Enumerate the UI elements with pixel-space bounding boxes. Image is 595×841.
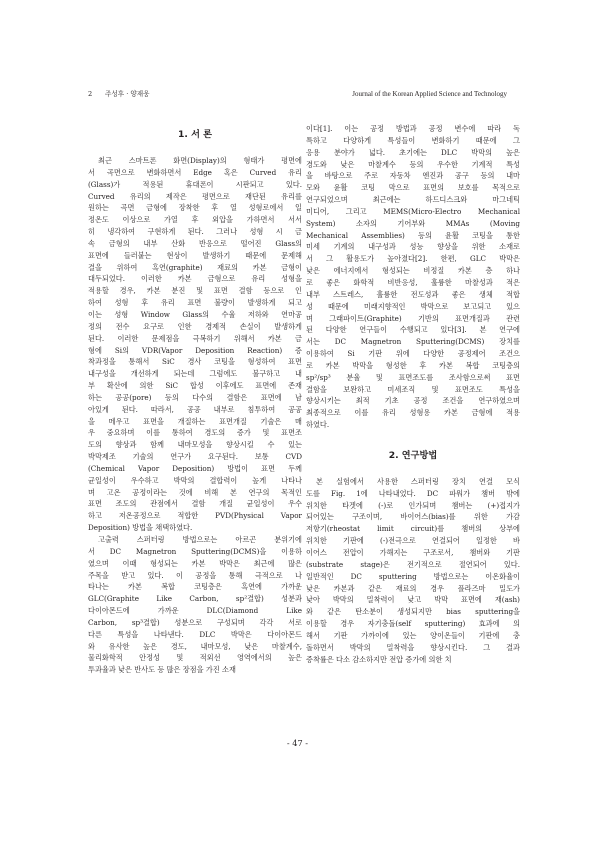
text-line: 되어있는 구조이며, 바이어스(bias)를 위한 가감 [306,512,520,522]
text-line: 해서 기판 가까이에 있는 양이온들이 기판에 충 [306,630,520,640]
text-line: Carbon, sp³결합) 성분으로 구성되며 각각 서로 [88,617,302,627]
text-line: 형에 Si의 VDR(Vapor Deposition Reaction) 증 [88,345,302,355]
text-line: Deposition) 방법을 채택하였다. [88,523,193,533]
text-line: 아있게 된다. 따라서, 공공 내부로 침투하여 공공 [88,404,302,414]
text-line: 을 메우고 표면을 개질하는 표면개질 기술은 매 [88,416,302,426]
text-line: 균일성이 우수하고 박막의 결합력이 높게 나타나 [88,475,302,485]
text-line: 며 고온 공정이라는 것에 비해 본 연구의 목적인 [88,487,302,497]
text-line: 특하고 다양하게 특성들이 변화하기 때문에 그 [306,135,520,145]
text-line: 였으며 이때 형성되는 카본 박막은 최근에 많은 [88,558,302,568]
text-line: 우 중요하며 이를 통하여 경도의 증가 및 표면조 [88,428,302,438]
text-line: 와 같은 탄소분이 생성되지만 bias sputtering을 [306,607,520,617]
text-line: 정온도 이상으로 가열 후 외압을 가하면서 서서 [88,215,302,225]
text-line: 하는 공공(pore) 등의 다수의 결함은 표면에 남 [88,392,302,402]
text-line: 이다[1]. 이는 공정 방법과 공정 변수에 따라 독 [306,124,520,133]
text-line: sp²/sp³ 분율 및 표면조도를 조사함으로써 표면 [306,372,520,382]
text-line: 저항기(rheostat limit circuit)를 챔버의 상부에 [306,524,520,534]
text-line: 며 그래파이트(Graphite) 기반의 표면개질과 관련 [306,313,520,323]
header-journal-title: Journal of the Korean Applied Science and Technology [352,90,507,98]
header-authors: 주성후 · 양재웅 [105,90,150,98]
text-line: 타나는 카본 복합 코팅층은 흑연에 가까운 [88,582,302,592]
methods-paragraph [306,476,520,666]
text-line: 하여 성형 후 유리 표면 불량이 발생하게 되고 [88,298,302,308]
text-line: 연구되었으며 최근에는 하드디스크와 마그네틱 [306,195,520,205]
text-line: 다이아몬드에 가까운 DLC(Diamond Like [88,606,302,616]
text-line: (Chemical Vapor Deposition) 방법이 표면 두께 [88,463,302,473]
text-line: 낮은 카본과 같은 재료의 경우 플라즈마 밀도가 [306,583,520,593]
text-line: 서 곡면으로 변화하면서 Edge 혹은 Curved 유리 [88,167,302,177]
text-line: 로 좋은 화학적 비반응성, 훌륭한 마찰성과 적은 [306,277,520,287]
header-page-number: 2 [88,90,93,98]
text-line: 다른 특성을 나타낸다. DLC 박막은 다이아몬드 [88,629,302,639]
text-line: 표면에 들러붙는 현상이 발생하기 때문에 문제해 [88,250,302,260]
intro-paragraph-1 [88,155,302,534]
text-line: 낮아 박막의 밀착력이 낮고 박막 표면에 재(ash) [306,595,520,605]
text-line: 이용하여 Si 기판 위에 다양한 공정제어 조건으 [306,349,520,359]
text-line: 내구성을 개선하게 되는데 그럼에도 불구하고 내 [88,369,302,379]
text-line: 결을 위하여 흑연(graphite) 재료의 카본 금형이 [88,262,302,272]
running-header [88,88,507,100]
left-column [88,122,302,676]
intro-paragraph-2 [88,534,302,676]
text-line: 정의 전수 요구로 인한 경제적 손실이 발생하게 [88,321,302,331]
text-line: 와 유사한 높은 경도, 내마모성, 낮은 마찰계수, [88,641,302,651]
text-line: 도의 향상과 함께 내마모성을 향상시킬 수 있는 [88,440,302,450]
text-line: 된 다양한 연구들이 수행되고 있다[3]. 본 연구에 [306,325,520,335]
text-line: 낮은 에너지에서 형성되는 비정질 카본 층 하나 [306,266,520,276]
text-line: 성 때문에 미래지향적인 박막으로 보고되고 있으 [306,301,520,311]
text-line: 결함을 보완하고 미세조직 및 표면조도 특성을 [306,384,520,394]
text-line: 이어스 전압이 가해지는 구조로서, 챔버와 기판 [306,548,520,557]
section-2-title: 2. 연구방법 [388,449,438,461]
text-line: 위치한 기판에 (-)전극으로 연결되어 일정한 바 [306,536,520,546]
text-line: 된다. 이러한 문제점을 극복하기 위해서 카본 금 [88,333,302,343]
text-line: 경도와 낮은 마찰계수 등의 우수한 기계적 특성 [306,159,520,169]
text-line: 최종적으로 이를 유리 성형용 카본 금형에 적용 [306,408,520,418]
text-line: 원하는 곡면 금형에 장착한 후 열 성형로에서 일 [88,203,302,213]
text-line: 도를 Fig. 1에 나타내었다. DC 파워가 챔버 밖에 [306,488,520,498]
text-line: 속 금형의 내부 산화 반응으로 떨어진 Glass의 [88,238,302,248]
text-line: 하고 저온공정으로 적합한 PVD(Physical Vapor [88,511,302,521]
text-line: 적용할 경우, 카본 분진 및 표면 결함 등으로 인 [88,286,302,296]
text-line: 미세 기계의 내구성과 성능 향상을 위한 소재로 [306,242,520,252]
text-line: Mechanical Assemblies) 등의 윤활 코팅을 통한 [306,230,520,240]
text-line: 이는 성형 Window Glass의 수율 저하와 연마공 [88,309,302,319]
text-line: 대두되었다. 이러한 카본 금형으로 유리 성형을 [88,274,302,284]
text-line: 서 DC Magnetron Sputtering(DCMS)을 이용하 [88,546,302,556]
text-line: 물리화학적 안정성 및 적외선 영역에서의 높은 [88,653,302,663]
text-line: 증착률은 다소 감소하지만 전압 증가에 의한 치 [306,654,452,664]
text-line: 을 바탕으로 주로 자동차 엔진과 공구 등의 내마 [306,171,520,181]
text-line: 착과정을 통해서 SiC 경사 코팅을 형성하여 표면 [88,357,302,367]
text-line: 모와 윤활 코팅 막으로 표면의 보호를 목적으로 [306,183,520,193]
text-line: 위치한 타겟에 (-)로 인가되며 챔버는 (+)접지가 [306,500,520,510]
text-line: 응용 분야가 넓다. 초기에는 DLC 박막의 높은 [306,147,520,157]
text-line: 일반적인 DC sputtering 방법으로는 이온화율이 [306,571,520,581]
text-line: 본 실험에서 사용한 스퍼터링 장치 연결 모식 [316,476,520,486]
text-line: 미디어, 그리고 MEMS(Micro-Electro Mechanical [306,206,520,216]
text-line: 표면 조도의 관점에서 결함 개질 균일성이 우수 [88,499,302,509]
section-1-title: 1. 서 론 [177,129,213,140]
text-line: 하였다. [306,420,330,430]
intro-paragraph-3 [306,123,520,431]
text-line: 향상시키는 최적 기초 공정 조건을 연구하였으며 [306,396,520,406]
text-line: System) 소자의 기어부와 MMAs (Moving [306,218,520,228]
text-line: GLC(Graphite Like Carbon, sp²결합) 성분과 [88,594,302,604]
text-line: (Glass)가 적용된 휴대폰이 시판되고 있다. [88,179,302,189]
page-footer-number: - 47 - [286,738,309,748]
text-line: 투과율과 낮은 반사도 등 많은 장점을 가진 소재 [88,665,236,675]
text-line: 내부 스트레스, 훌륭한 전도성과 좋은 생체 적합 [306,289,520,299]
text-line: Curved 유리의 제작은 평면으로 재단된 유리를 [88,191,302,201]
text-line: 서 그 활용도가 높아졌다[2]. 한편, GLC 박막은 [306,254,520,264]
text-line: 부 확산에 의한 SiC 합성 이후에도 표면에 존재 [88,381,302,391]
text-line: 이용할 경우 자기충돌(self sputtering) 효과에 의 [306,619,520,629]
text-line: 로 카본 박막을 형성한 후 카본 복합 코팅층의 [306,360,520,370]
right-column [306,123,520,665]
text-line: 서는 DC Magnetron Sputtering(DCMS) 장치를 [306,337,520,347]
text-line: 돌하면서 박막의 밀착력을 향상시킨다. 그 결과 [306,642,520,652]
text-line: 최근 스마트폰 화면(Display)의 형태가 평면에 [98,156,302,165]
text-line: (substrate stage)은 전기적으로 절연되어 있다. [306,559,520,569]
text-line: 히 냉각하여 구현하게 된다. 그러나 성형 시 금 [88,227,302,237]
text-line: 고출력 스퍼터링 방법으로는 아르곤 분위기에 [98,535,302,544]
text-line: 주목을 받고 있다. 이 공정을 통해 극적으로 나 [88,570,302,580]
text-line: 박막제조 기술의 연구가 요구된다. 보통 CVD [88,452,302,462]
